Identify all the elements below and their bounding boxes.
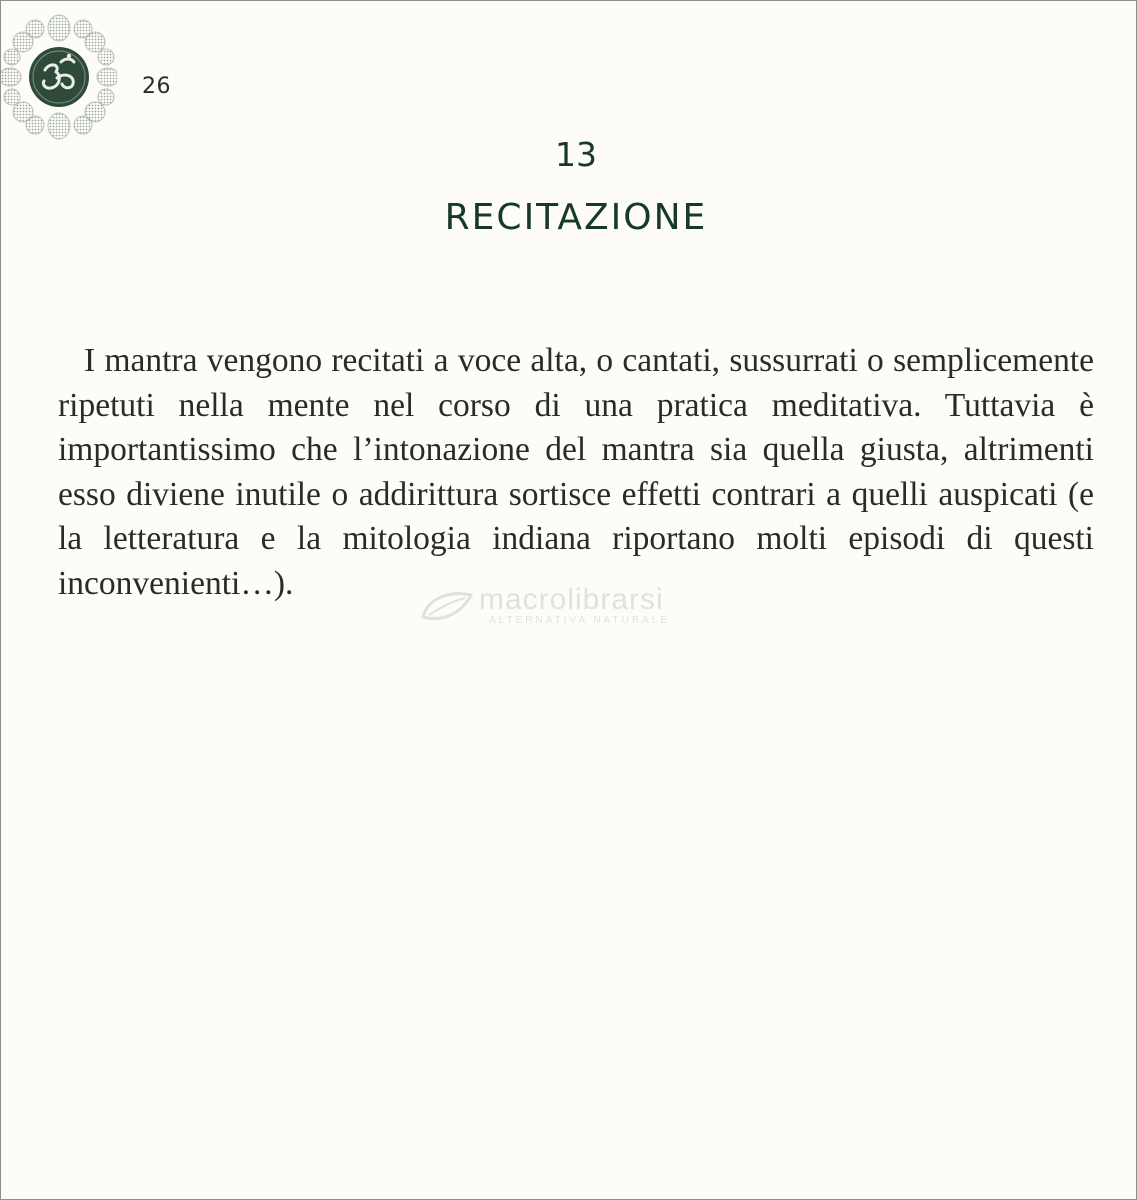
om-mandala-icon	[1, 14, 117, 140]
watermark-name: macrolibrarsi	[479, 583, 664, 616]
chapter-title: RECITAZIONE	[444, 197, 708, 238]
body-paragraph: I mantra vengono recitati a voce alta, o cantati, sussurrati o semplicemente ripetuti nella mente nel corso di una pratica meditativa. Tuttavia è importantissimo che l’intonazione del mantra sia quella giusta, altrimenti esso diviene inutile o addirittura sortisce effetti contrari a quelli auspicati (e la letteratura e la mitologia indiana riportano molti episodi di questi inconvenienti…).	[58, 342, 1094, 602]
watermark-tagline: ALTERNATIVA NATURALE	[489, 615, 670, 626]
page-number: 26	[142, 74, 171, 99]
chapter-number: 13	[555, 135, 597, 174]
